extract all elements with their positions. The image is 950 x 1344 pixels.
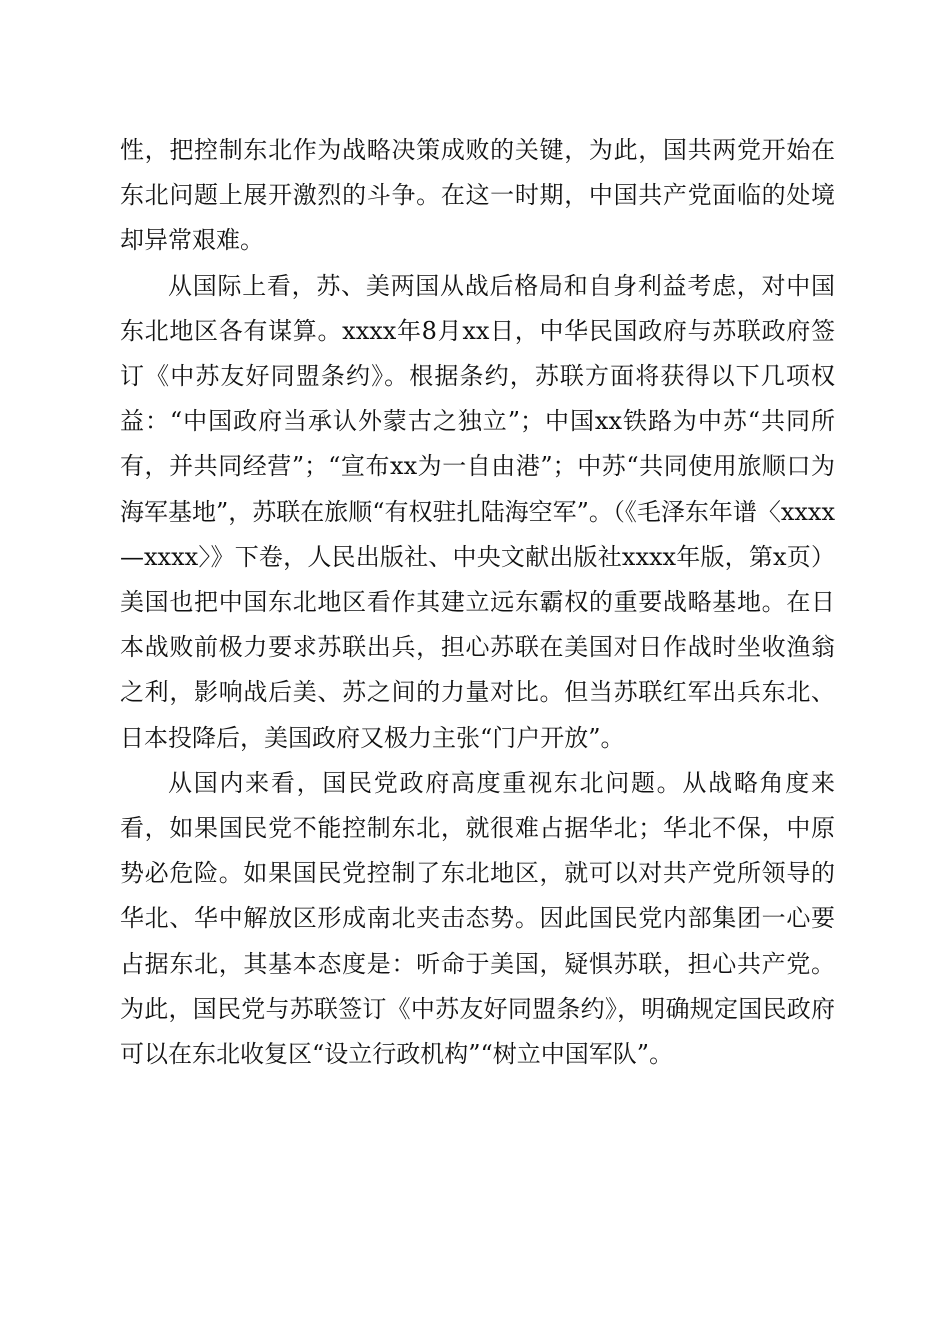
document-body	[120, 128, 835, 1077]
paragraph-continuation: 性，把控制东北作为战略决策成败的关键，为此，国共两党开始在东北问题上展开激烈的斗争。在这一时期，中国共产党面临的处境却异常艰难。	[120, 136, 835, 255]
paragraph-international: 从国际上看，苏、美两国从战后格局和自身利益考虑，对中国东北地区各有谋算。xxxx年8月xx日，中华民国政府与苏联政府签订《中苏友好同盟条约》。根据条约，苏联方面将获得以下几项权益：“中国政府当承认外蒙古之独立”；中国xx铁路为中苏“共同所有，并共同经营”；“宣布xx为一自由港”；中苏“共同使用旅顺口为海军基地”，苏联在旅顺“有权驻扎陆海空军”。（《毛泽东年谱〈xxxx—xxxx〉》下卷，人民出版社、中央文献出版社xxxx年版，第x页）美国也把中国东北地区看作其建立远东霸权的重要战略基地。在日本战败前极力要求苏联出兵，担心苏联在美国对日作战时坐收渔翁之利，影响战后美、苏之间的力量对比。但当苏联红军出兵东北、日本投降后，美国政府又极力主张“门户开放”。	[120, 271, 835, 752]
paragraph-domestic: 从国内来看，国民党政府高度重视东北问题。从战略角度来看，如果国民党不能控制东北，就很难占据华北；华北不保，中原势必危险。如果国民党控制了东北地区，就可以对共产党所领导的华北、华中解放区形成南北夹击态势。因此国民党内部集团一心要占据东北，其基本态度是：听命于美国，疑惧苏联，担心共产党。为此，国民党与苏联签订《中苏友好同盟条约》，明确规定国民政府可以在东北收复区“设立行政机构”“树立中国军队”。	[120, 768, 835, 1069]
